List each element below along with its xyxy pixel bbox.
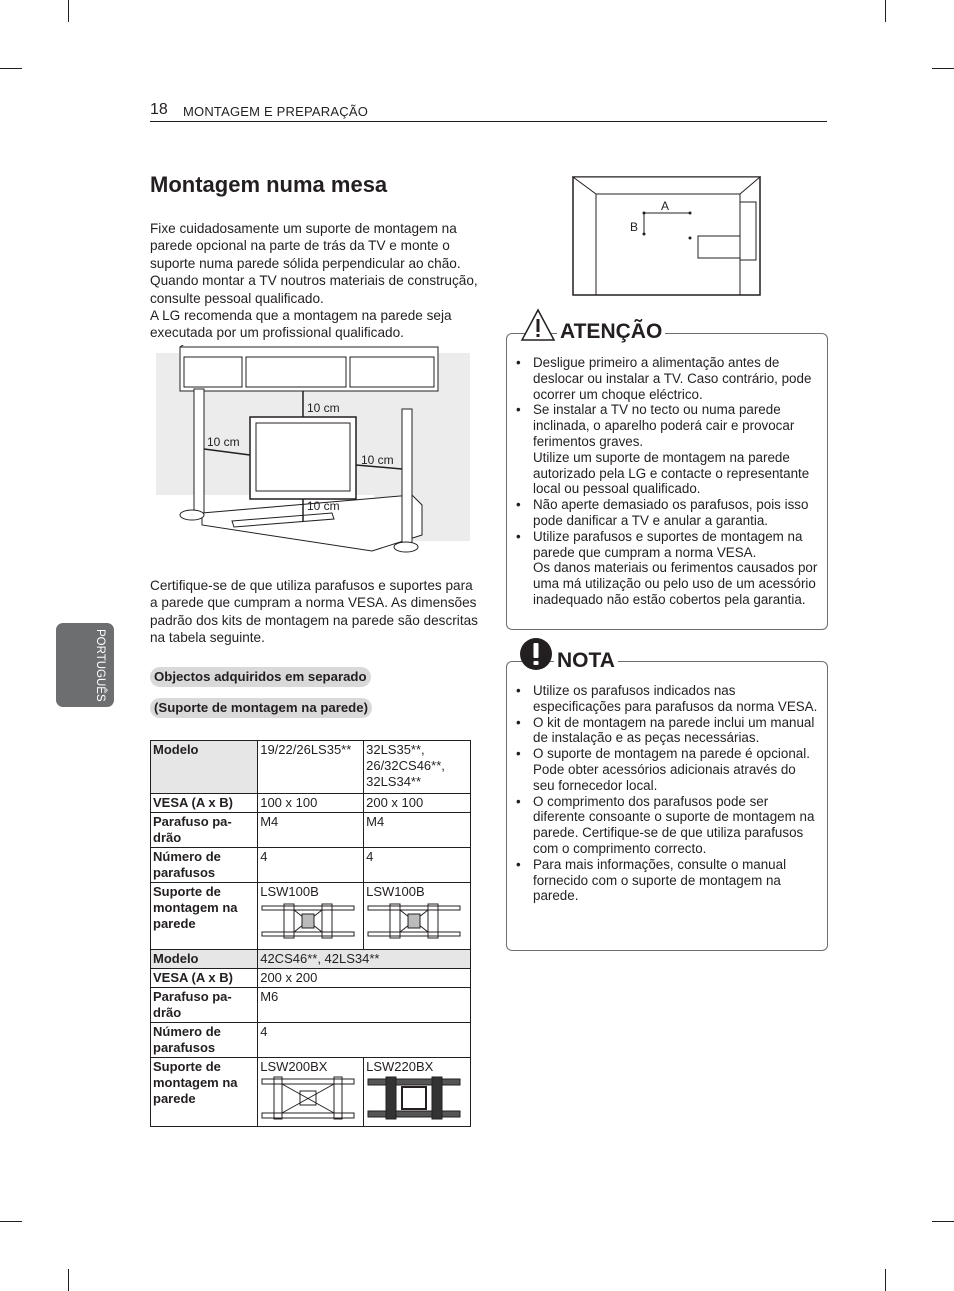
- list-item: • O comprimento dos parafusos pode ser diferente consoante o suporte de montagem na parede. Certifique-se de que utiliza parafusos com o comprimento correcto.: [507, 794, 819, 857]
- note-exclamation-icon: [519, 637, 553, 671]
- wall-mount-bracket-image: [366, 900, 462, 942]
- attention-item-extra: Utilize um suporte de montagem na parede autorizado pela LG e contacte o representante local ou pessoal qualificado.: [533, 449, 810, 497]
- purchased-separately-label: Objectos adquiridos em separado: [150, 667, 371, 687]
- list-item: • Utilize os parafusos indicados nas especificações para parafusos da norma VESA.: [507, 683, 819, 715]
- table-cell: 200 x 200: [258, 969, 471, 988]
- table-header-cell: Parafuso pa-drão: [151, 813, 258, 848]
- crop-mark: [68, 0, 69, 22]
- table-header-cell: Número de parafusos: [151, 1023, 258, 1058]
- table-row: [151, 969, 471, 988]
- table-row: [151, 848, 471, 883]
- wall-mount-label: (Suporte de montagem na parede): [150, 698, 372, 718]
- language-tab: [56, 623, 114, 707]
- mount-model: LSW220BX: [366, 1059, 434, 1074]
- table-header-cell: Suporte de montagem na parede: [151, 883, 258, 950]
- mount-model: LSW100B: [366, 884, 425, 899]
- attention-item-text: Não aperte demasiado os parafusos, pois isso pode danificar a TV e anular a garantia.: [533, 497, 809, 528]
- crop-mark: [885, 1269, 886, 1291]
- table-cell: 4: [258, 1023, 471, 1058]
- table-cell: 100 x 100: [258, 794, 364, 813]
- table-cell: [258, 883, 364, 950]
- crop-mark: [0, 68, 22, 69]
- table-row: [151, 794, 471, 813]
- table-cell: 32LS35**, 26/32CS46**, 32LS34**: [364, 741, 471, 794]
- wall-mount-bracket-image: [260, 1075, 356, 1121]
- table-row: [151, 883, 471, 950]
- page-number: 18: [150, 101, 168, 118]
- clearance-diagram: [152, 345, 472, 557]
- table-row: [151, 950, 471, 969]
- table-header-cell: VESA (A x B): [151, 794, 258, 813]
- vesa-text: Certifique-se de que utiliza parafusos e suportes para a parede que cumpram a norma VESA. As dimensões padrão dos kits de montagem na parede são descritas na tabela seguinte.: [150, 578, 478, 646]
- attention-item-text: Desligue primeiro a alimentação antes de deslocar ou instalar a TV. Caso contrário, pode ocorrer um choque eléctrico.: [533, 355, 812, 402]
- table-cell: [364, 1058, 471, 1127]
- table-cell: 42CS46**, 42LS34**: [258, 950, 471, 969]
- crop-mark: [932, 68, 954, 69]
- table-row: [151, 1058, 471, 1127]
- mount-model: LSW200BX: [260, 1059, 328, 1074]
- table-header-cell: Parafuso pa-drão: [151, 988, 258, 1023]
- note-list: [507, 683, 819, 904]
- vesa-dimension-diagram: [572, 176, 762, 297]
- clearance-bottom-label: 10 cm: [307, 499, 340, 513]
- intro-paragraph: A LG recomenda que a montagem na parede seja executada por um profissional qualificado.: [150, 308, 452, 341]
- table-cell: M4: [364, 813, 471, 848]
- table-row: [151, 741, 471, 794]
- table-cell: [258, 1058, 364, 1127]
- table-row: [151, 988, 471, 1023]
- mount-model: LSW100B: [260, 884, 319, 899]
- note-title: NOTA: [554, 649, 618, 673]
- table-cell: 4: [258, 848, 364, 883]
- attention-item-text: Se instalar a TV no tecto ou numa parede inclinada, o aparelho poderá cair e provocar ferimentos graves.: [533, 402, 795, 449]
- page-title: Montagem numa mesa: [150, 172, 388, 197]
- table-cell: 4: [364, 848, 471, 883]
- crop-mark: [932, 1221, 954, 1222]
- clearance-right-label: 10 cm: [361, 453, 394, 467]
- table-header-cell: Suporte de montagem na parede: [151, 1058, 258, 1127]
- attention-item-text: Utilize parafusos e suportes de montagem na parede que cumpram a norma VESA.: [533, 528, 803, 560]
- wall-mount-spec-table: [150, 740, 471, 1127]
- list-item: • Para mais informações, consulte o manual fornecido com o suporte de montagem na parede.: [507, 857, 819, 904]
- table-cell: 200 x 100: [364, 794, 471, 813]
- table-cell: M6: [258, 988, 471, 1023]
- attention-box: [506, 333, 828, 630]
- dimension-a-label: A: [661, 199, 670, 213]
- list-item: [507, 402, 819, 497]
- intro-text: [150, 220, 480, 342]
- clearance-top-label: 10 cm: [307, 401, 340, 415]
- intro-paragraph: Fixe cuidadosamente um suporte de montagem na parede opcional na parte de trás da TV e monte o suporte numa parede sólida perpendicular ao chão. Quando montar a TV noutros materiais de construção, consulte pessoal qualificado.: [150, 221, 478, 306]
- warning-triangle-icon: [520, 308, 556, 342]
- table-cell: 19/22/26LS35**: [258, 741, 364, 794]
- wall-mount-bracket-image: [260, 900, 356, 942]
- wall-mount-bracket-image: [366, 1075, 462, 1121]
- table-row: [151, 1023, 471, 1058]
- section-title: MONTAGEM E PREPARAÇÃO: [183, 104, 369, 119]
- dimension-b-label: B: [630, 220, 639, 234]
- attention-list: [507, 355, 819, 608]
- table-row: [151, 813, 471, 848]
- clearance-left-label: 10 cm: [207, 435, 240, 449]
- table-header-cell: VESA (A x B): [151, 969, 258, 988]
- language-label: PORTUGUÊS: [94, 629, 106, 702]
- crop-mark: [68, 1269, 69, 1291]
- table-header-cell: Modelo: [151, 741, 258, 794]
- list-item: [507, 497, 819, 529]
- list-item: • O suporte de montagem na parede é opcional. Pode obter acessórios adicionais através do seu fornecedor local.: [507, 746, 819, 793]
- table-cell: [364, 883, 471, 950]
- attention-item-extra: Os danos materiais ou ferimentos causados por uma má utilização ou pelo uso de um acessório inadequado não estão cobertos pela garantia.: [533, 560, 818, 607]
- list-item: • O kit de montagem na parede inclui um manual de instalação e as peças necessárias.: [507, 715, 819, 747]
- list-item: [507, 355, 819, 402]
- table-cell: M4: [258, 813, 364, 848]
- attention-title: ATENÇÃO: [557, 320, 665, 344]
- table-header-cell: Modelo: [151, 950, 258, 969]
- list-item: [507, 529, 819, 608]
- table-header-cell: Número de parafusos: [151, 848, 258, 883]
- page-header: [150, 101, 827, 122]
- crop-mark: [0, 1221, 22, 1222]
- note-box: [506, 661, 828, 951]
- crop-mark: [885, 0, 886, 22]
